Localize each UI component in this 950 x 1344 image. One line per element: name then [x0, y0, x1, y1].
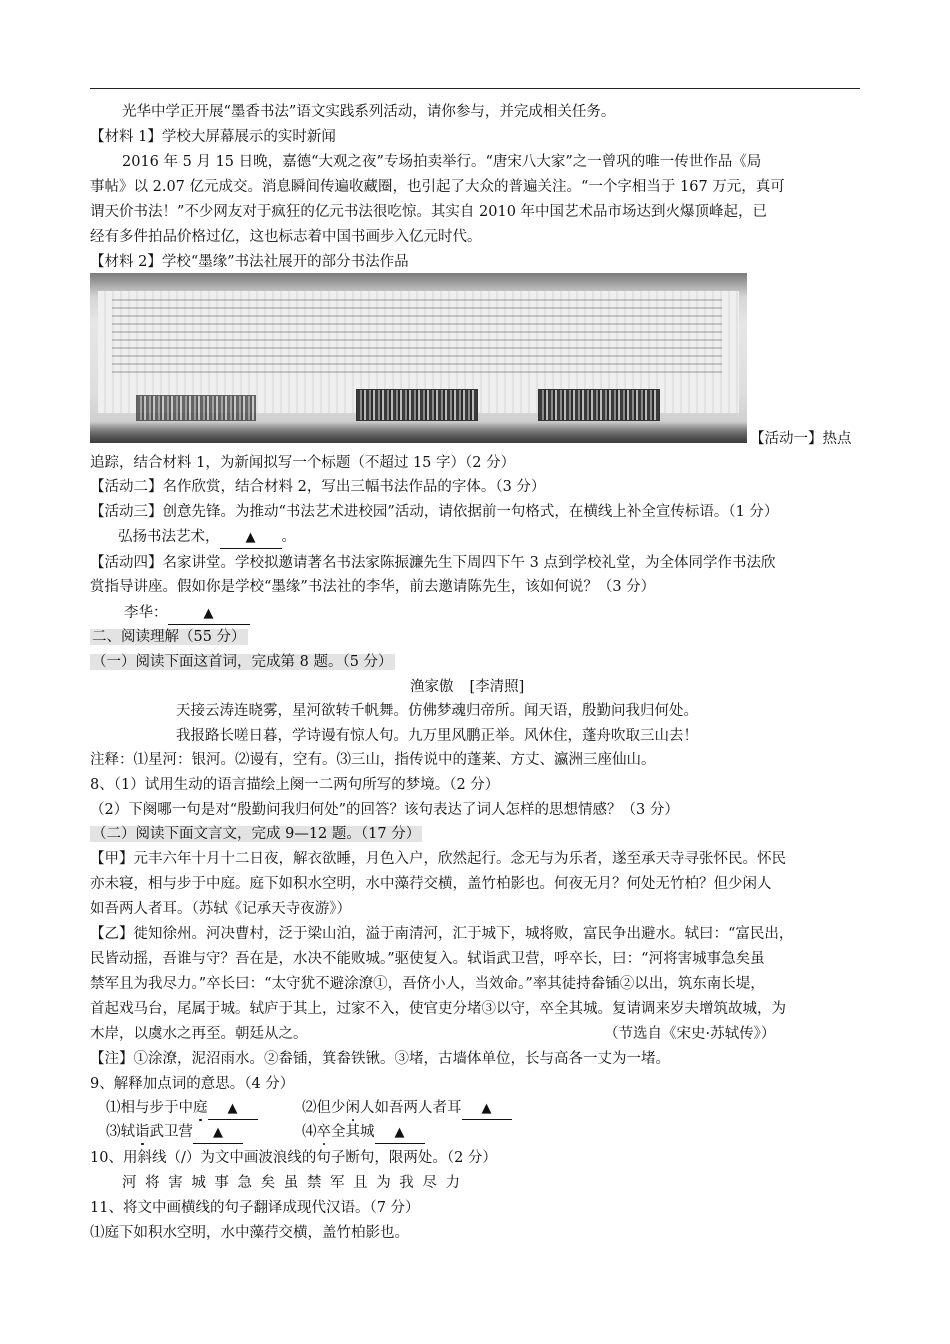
- question-8-2: （2）下阕哪一句是对“殷勤问我归何处”的回答？该句表达了词人怎样的思想情感？（3 分）: [90, 802, 679, 818]
- activity1-label: 【活动一】: [750, 431, 823, 447]
- material1-line-2: 事帖》以 2.07 亿元成交。消息瞬间传遍收藏圈，也引起了大众的普遍关注。“一个字相当于 167 万元，真可: [90, 179, 785, 195]
- activity2-text: 名作欣赏，结合材料 2，写出三幅书法作品的字体。（3 分）: [162, 479, 546, 495]
- poem-title: 渔家傲: [410, 679, 454, 695]
- activity4-answer: [124, 603, 250, 625]
- activity1-heading: [750, 429, 852, 449]
- material1-line-1: 2016 年 5 月 15 日晚，嘉德“大观之夜”专场拍卖举行。“唐宋八大家”之一曾巩的唯一传世作品《局: [122, 154, 762, 170]
- poem-note: 注释：⑴星河：银河。⑵谩有，空有。⑶三山，指传说中的蓬莱、方丈、瀛洲三座仙山。: [90, 752, 656, 768]
- q9-answer-blank-1[interactable]: ▲: [208, 1098, 258, 1120]
- poem-line-1: 天接云涛连晓雾，星河欲转千帆舞。仿佛梦魂归帝所。闻天语，殷勤问我归何处。: [176, 703, 698, 719]
- slogan-prefix: 弘扬书法艺术，: [118, 529, 220, 545]
- photo-shadow: [90, 421, 747, 443]
- question-11: 11、将文中画横线的句子翻译成现代汉语。（7 分）: [90, 1200, 420, 1216]
- q9-item-3: ⑶轼诣武卫营 ▲: [106, 1122, 243, 1144]
- activity3-text: 创意先锋。为推动“书法艺术进校园”活动，请依据前一句格式，在横线上补全宣传标语。（1 分）: [162, 504, 779, 520]
- material1-line-3: 谓天价书法！”不少网友对于疯狂的亿元书法很吃惊。其实自 2010 年中国艺术品市场达到火爆顶峰起，已: [90, 204, 768, 220]
- activity3-label: 【活动三】: [90, 504, 163, 520]
- yi-line-3: 禁军且为我尽力。”卒长曰：“太守犹不避涂潦①，吾侪小人，当效命。”率其徒持畚锸②以出，筑东南长堤，: [90, 976, 765, 992]
- material2-title: 学校“墨缘”书法社展开的部分书法作品: [161, 254, 409, 270]
- activity3: [90, 502, 778, 522]
- activity2-label: 【活动二】: [90, 479, 163, 495]
- yi-line-2: 民皆动摇，吾谁与守？吾在是，水决不能败城。”驱使复入。轼诣武卫营，呼卒长，曰：“河将害城事急矣虽: [90, 951, 765, 967]
- activity3-slogan: [118, 527, 296, 549]
- activity4-text2: 赏指导讲座。假如你是学校“墨缘”书法社的李华，前去邀请陈先生，该如何说？（3 分）: [90, 579, 656, 595]
- q9-item-2: ⑵但少闲人如吾两人者耳 ▲: [302, 1098, 512, 1120]
- calligraphy-text-lines: [112, 299, 722, 379]
- material1-line-4: 经有多件拍品价格过亿，这也标志着中国书画步入亿元时代。: [90, 229, 482, 245]
- activity1-text2: 追踪，结合材料 1，为新闻拟写一个标题（不超过 15 字）（2 分）: [90, 455, 516, 471]
- question-10: 10、用斜线（/）为文中画波浪线的句子断句，限两处。（2 分）: [90, 1150, 497, 1166]
- yi-annotation: 【注】①涂潦，泥沼雨水。②畚锸，箕畚铁锹。③堵，古墙体单位，长与高各一丈为一堵。: [90, 1051, 670, 1067]
- poem-line-2: 我报路长嗟日暮，学诗谩有惊人句。九万里风鹏正举。风休住，蓬舟吹取三山去！: [176, 728, 698, 744]
- slogan-suffix: 。: [281, 529, 296, 545]
- material1-title: 学校大屏幕展示的实时新闻: [161, 129, 336, 145]
- yi-line-4: 首起戏马台，尾属于城。轼庐于其上，过家不入，使官吏分堵③以守，卒全其城。复请调来岁夫增筑故城，为: [90, 1001, 786, 1017]
- intro-text: 光华中学正开展“墨香书法”语文实践系列活动，请你参与，并完成相关任务。: [122, 104, 616, 120]
- q9-answer-blank-4[interactable]: ▲: [375, 1122, 425, 1144]
- question-8-1: 8、（1）试用生动的语言描绘上阕一二两句所写的梦境。（2 分）: [90, 777, 500, 793]
- slogan-answer-blank[interactable]: [220, 527, 282, 549]
- activity4-line-1: [90, 553, 775, 573]
- q9-item-4: ⑷卒全其城 ▲: [302, 1122, 425, 1144]
- activity4-text1: 名家讲堂。学校拟邀请著名书法家陈振濂先生下周四下午 3 点到学校礼堂，为全体同学作书法欣: [162, 555, 776, 571]
- activity4-speaker: 李华：: [124, 605, 168, 621]
- dotted-word: 诣: [135, 1124, 150, 1140]
- jia-line-2: 亦未寝，相与步于中庭。庭下如积水空明，水中藻荇交横，盖竹柏影也。何夜无月？何处无竹柏？但少闲人: [90, 876, 772, 892]
- blank-marker: ▲: [203, 606, 214, 621]
- dotted-word: 卒: [316, 1124, 331, 1140]
- activity1-text1: 热点: [822, 431, 852, 447]
- q10-sentence: 河 将 害 城 事 急 矣 虽 禁 军 且 为 我 尽 力: [122, 1175, 463, 1191]
- part2-heading: （二）阅读下面文言文，完成 9—12 题。（17 分）: [92, 826, 421, 842]
- poem-title-line: [410, 677, 524, 697]
- poem-author: [李清照]: [469, 679, 525, 695]
- calligraphy-work-1: [136, 395, 256, 421]
- calligraphy-work-2: [356, 389, 478, 421]
- part1-heading: （一）阅读下面这首词，完成第 8 题。（5 分）: [92, 654, 393, 670]
- calligraphy-scroll: [98, 291, 739, 413]
- yi-source: （节选自《宋史·苏轼传》）: [604, 1026, 776, 1042]
- question-9: 9、解释加点词的意思。（4 分）: [90, 1076, 295, 1092]
- jia-line-1: 【甲】元丰六年十月十二日夜，解衣欲睡，月色入户，欣然起行。念无与为乐者，遂至承天寺寻张怀民。怀民: [90, 851, 786, 867]
- calligraphy-work-3: [538, 389, 660, 421]
- activity4-answer-blank[interactable]: [168, 603, 250, 625]
- q9-answer-blank-2[interactable]: ▲: [462, 1098, 512, 1120]
- jia-line-3: 如吾两人者耳。（苏轼《记承天寺夜游》）: [90, 901, 351, 917]
- q9-answer-blank-3[interactable]: ▲: [193, 1122, 243, 1144]
- material2-label: 【材料 2】: [90, 254, 162, 270]
- yi-line-5: 木岸，以虞水之再至。朝廷从之。: [90, 1026, 308, 1042]
- material1-label: 【材料 1】: [90, 129, 162, 145]
- q9-item-1: ⑴相与步于中庭 ▲: [106, 1098, 258, 1120]
- section2-heading: 二、阅读理解（55 分）: [92, 629, 246, 645]
- dotted-word: 庭: [193, 1100, 208, 1116]
- material2-heading: [90, 252, 409, 272]
- yi-line-1: 【乙】徙知徐州。河决曹村，泛于梁山泊，溢于南清河，汇于城下，城将败，富民争出避水。轼曰：“富民出，: [90, 926, 794, 942]
- material1-heading: [90, 127, 336, 147]
- top-rule: [90, 88, 860, 89]
- activity2: [90, 477, 545, 497]
- calligraphy-works-photo: [90, 273, 747, 443]
- q11-sentence-1: ⑴庭下如积水空明，水中藻荇交横，盖竹柏影也。: [90, 1225, 409, 1241]
- dotted-word: 闲: [345, 1100, 360, 1116]
- activity4-label: 【活动四】: [90, 555, 163, 571]
- blank-marker: ▲: [245, 530, 256, 545]
